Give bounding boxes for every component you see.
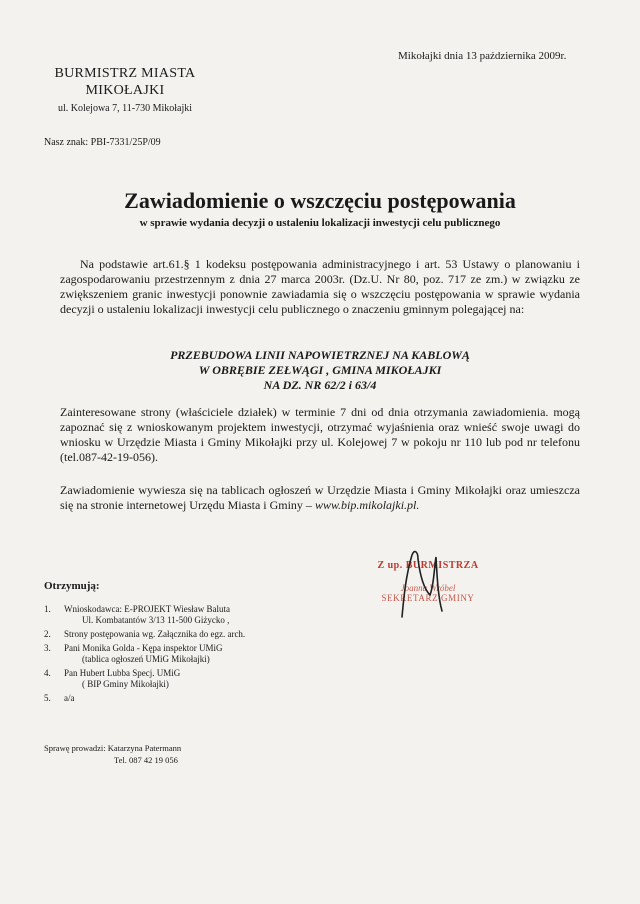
item-number: 5. <box>44 693 51 703</box>
project-line3: NA DZ. NR 62/2 i 63/4 <box>263 378 377 392</box>
recipient-text: Pan Hubert Lubba Specj. UMiG <box>64 668 181 678</box>
authority-line2: MIKOŁAJKI <box>85 83 165 98</box>
paragraph-publication <box>60 483 580 513</box>
prepared-by-phone: Tel. 087 42 19 056 <box>114 755 178 765</box>
issuing-authority <box>40 65 210 114</box>
list-item <box>44 604 245 626</box>
stamp-line3: SEKRETARZ GMINY <box>381 593 475 603</box>
stamp-line2: Joanna Wróbel <box>400 583 456 593</box>
item-number: 3. <box>44 643 51 653</box>
website-link[interactable]: www.bip.mikolajki.pl. <box>314 498 420 512</box>
authority-address: ul. Kolejowa 7, 11-730 Mikołajki <box>57 103 193 114</box>
list-item <box>44 668 245 690</box>
publication-text: Zawiadomienie wywiesza się na tablicach ogłoszeń w Urzędzie Miasta i Gminy Mikołajki oraz umieszcza się na stronie internetowej Urzędu Miasta i Gminy – <box>60 483 580 512</box>
authority-line1: BURMISTRZ MIASTA <box>54 66 196 81</box>
recipients-heading: Otrzymują: <box>44 580 100 592</box>
item-number: 4. <box>44 668 51 678</box>
prepared-by <box>44 742 181 766</box>
list-item <box>44 643 245 665</box>
recipient-text: a/a <box>64 693 75 703</box>
recipients-list <box>44 604 245 707</box>
project-line2: W OBRĘBIE ZEŁWĄGI , GMINA MIKOŁAJKI <box>198 363 442 377</box>
prepared-by-name: Sprawę prowadzi: Katarzyna Patermann <box>44 743 182 753</box>
recipient-text: Strony postępowania wg. Załącznika do egz. arch. <box>64 629 246 639</box>
recipient-text: Pani Monika Golda - Kępa inspektor UMiG <box>64 643 223 653</box>
project-line1: PRZEBUDOWA LINII NAPOWIETRZNEJ NA KABLOWĄ <box>170 348 470 362</box>
list-item <box>44 629 245 640</box>
document-title: Zawiadomienie o wszczęciu postępowania <box>124 188 516 213</box>
stamp-line1: Z up. BURMISTRZA <box>377 560 479 571</box>
item-number: 1. <box>44 604 51 614</box>
recipient-sub: (tablica ogłoszeń UMiG Mikołajki) <box>82 654 210 664</box>
recipient-sub: Ul. Kombatantów 3/13 11-500 Giżycko , <box>82 615 230 625</box>
item-number: 2. <box>44 629 51 639</box>
document-subtitle: w sprawie wydania decyzji o ustaleniu lokalizacji inwestycji celu publicznego <box>139 217 501 229</box>
recipient-text: Wnioskodawca: E-PROJEKT Wiesław Baluta <box>64 604 231 614</box>
handwritten-signature <box>390 545 470 625</box>
list-item <box>44 693 245 704</box>
paragraph-legal-basis: Na podstawie art.61.§ 1 kodeksu postępowania administracyjnego i art. 53 Ustawy o planowaniu i zagospodarowaniu przestrzennym z dnia 27 marca 2003r. (Dz.U. Nr 80, poz. 717 ze zm.) w związku ze zwiększeniem granic inwestycji ponownie zawiadamia się o wszczęciu postępowania w sprawie wydania decyzji o ustaleniu lokalizacji inwestycji celu publicznego o znaczeniu gminnym polegającej na: <box>60 257 580 316</box>
recipient-sub: ( BIP Gminy Mikołajki) <box>82 679 169 689</box>
project-description <box>0 348 640 393</box>
letter-date: Mikołajki dnia 13 października 2009r. <box>398 50 567 62</box>
paragraph-parties: Zainteresowane strony (właściciele działek) w terminie 7 dni od dnia otrzymania zawiadomienia. mogą zapoznać się z wnioskowanym projektem inwestycji, otrzymać wyjaśnienia oraz wnieść swoje uwagi do wniosku w Urzędzie Miasta i Gminy Mikołajki przy ul. Kolejowej 7 w pokoju nr 110 lub pod nr telefonu (tel.087-42-19-056). <box>60 405 580 464</box>
reference-number: Nasz znak: PBI-7331/25P/09 <box>44 137 161 148</box>
